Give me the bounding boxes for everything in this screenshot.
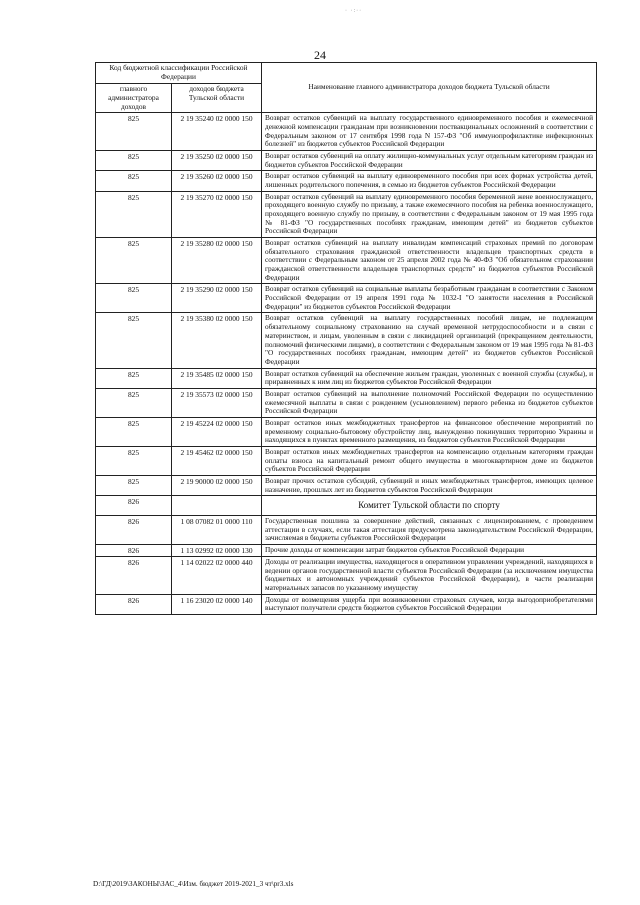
table-row xyxy=(96,594,597,614)
income-name-cell: Возврат остатков субвенций на выполнение полномочий Российской Федерации по осуществлению ежемесячной выплаты в связи с рождением (усыновлением) первого ребенка из бюджетов субъектов Российской Федерации xyxy=(262,388,597,417)
admin-code-cell: 825 xyxy=(96,446,172,475)
admin-code-cell: 825 xyxy=(96,313,172,368)
footer-file-path: D:\ГД\2019\ЗАКОНЫ\ЗАС_4\Изм. бюджет 2019-2021_3 чт\pr3.xls xyxy=(93,880,294,888)
income-code-cell: 2 19 45462 02 0000 150 xyxy=(172,446,262,475)
admin-code-cell: 825 xyxy=(96,113,172,151)
table-row xyxy=(96,151,597,171)
income-code-cell: 2 19 35240 02 0000 150 xyxy=(172,113,262,151)
income-code-cell: 2 19 35380 02 0000 150 xyxy=(172,313,262,368)
table-row xyxy=(96,171,597,191)
table-row xyxy=(96,446,597,475)
income-name-cell: Возврат прочих остатков субсидий, субвенций и иных межбюджетных трансфертов, имеющих целевое назначение, прошлых лет из бюджетов субъектов Российской Федерации xyxy=(262,475,597,495)
admin-code-cell: 826 xyxy=(96,496,172,516)
budget-table xyxy=(95,62,597,615)
admin-code-cell: 825 xyxy=(96,191,172,237)
income-name-cell: Возврат остатков субвенций на социальные выплаты безработным гражданам в соответствии с Законом Российской Федерации от 19 апреля 1991 года № 1032-I "О занятости населения в Российской Федерации" из бюджетов субъектов Российской Федерации xyxy=(262,284,597,313)
income-code-cell: 1 13 02992 02 0000 130 xyxy=(172,544,262,556)
admin-code-cell: 826 xyxy=(96,556,172,594)
table-row xyxy=(96,515,597,544)
admin-code-cell: 825 xyxy=(96,475,172,495)
income-name-cell: Возврат остатков субвенций на выплату единовременного пособия при всех формах устройства детей, лишенных родительского попечения, в семью из бюджетов субъектов Российской Федерации xyxy=(262,171,597,191)
income-code-cell: 2 19 35260 02 0000 150 xyxy=(172,171,262,191)
admin-code-cell: 825 xyxy=(96,368,172,388)
income-name-cell: Возврат остатков субвенций на обеспечение жильем граждан, уволенных с военной службы (службы), и приравненных к ним лиц из бюджетов субъектов Российской Федерации xyxy=(262,368,597,388)
admin-code-cell: 825 xyxy=(96,284,172,313)
table-row xyxy=(96,475,597,495)
admin-code-cell: 825 xyxy=(96,388,172,417)
income-code-cell xyxy=(172,496,262,516)
income-name-cell: Прочие доходы от компенсации затрат бюджетов субъектов Российской Федерации xyxy=(262,544,597,556)
income-code-cell: 2 19 35485 02 0000 150 xyxy=(172,368,262,388)
income-name-cell: Возврат остатков иных межбюджетных трансфертов на компенсацию отдельным категориям граждан оплаты взноса на капитальный ремонт общего имущества в многоквартирном доме из бюджетов субъектов Российской Федерации xyxy=(262,446,597,475)
table-row xyxy=(96,238,597,284)
income-code-cell: 2 19 35290 02 0000 150 xyxy=(172,284,262,313)
scan-mark: · ·:·· xyxy=(345,8,363,14)
admin-code-cell: 825 xyxy=(96,171,172,191)
income-name-cell: Государственная пошлина за совершение действий, связанных с лицензированием, с проведением аттестации в случаях, если такая аттестация предусмотрена законодательством Российской Федерации, зачисляемая в бюджеты субъектов Российской Федерации xyxy=(262,515,597,544)
income-name-cell: Доходы от возмещения ущерба при возникновении страховых случаев, когда выгодоприобретателями выступают получатели средств бюджетов субъектов Российской Федерации xyxy=(262,594,597,614)
income-name-cell: Возврат остатков субвенций на оплату жилищно-коммунальных услуг отдельным категориям граждан из бюджетов субъектов Российской Федерации xyxy=(262,151,597,171)
table-row xyxy=(96,544,597,556)
income-code-cell: 1 08 07082 01 0000 110 xyxy=(172,515,262,544)
income-name-cell: Возврат остатков иных межбюджетных трансфертов на финансовое обеспечение мероприятий по временному социально-бытовому обустройству лиц, вынужденно покинувших территорию Украины и находящихся в пунктах временного размещения, из бюджетов субъектов Российской Федерации xyxy=(262,417,597,446)
income-code-cell: 2 19 35280 02 0000 150 xyxy=(172,238,262,284)
income-code-cell: 1 16 23020 02 0000 140 xyxy=(172,594,262,614)
admin-code-cell: 826 xyxy=(96,594,172,614)
table-row xyxy=(96,556,597,594)
header-income: доходов бюджета Тульской области xyxy=(172,83,262,113)
admin-code-cell: 825 xyxy=(96,238,172,284)
income-name-cell: Доходы от реализации имущества, находящегося в оперативном управлении учреждений, находящихся в ведении органов государственной власти субъектов Российской Федерации (за исключением имущества бюджетных и автономных учреждений субъектов Российской Федерации), в части реализации материальных запасов по указанному имуществу xyxy=(262,556,597,594)
income-name-cell: Комитет Тульской области по спорту xyxy=(262,496,597,516)
table-row xyxy=(96,368,597,388)
table-row xyxy=(96,313,597,368)
table-row xyxy=(96,388,597,417)
table-row xyxy=(96,284,597,313)
income-code-cell: 2 19 90000 02 0000 150 xyxy=(172,475,262,495)
admin-code-cell: 825 xyxy=(96,151,172,171)
table-row xyxy=(96,191,597,237)
income-code-cell: 2 19 45224 02 0000 150 xyxy=(172,417,262,446)
table-row xyxy=(96,417,597,446)
page-number: 24 xyxy=(314,48,326,62)
admin-code-cell: 826 xyxy=(96,544,172,556)
income-code-cell: 2 19 35270 02 0000 150 xyxy=(172,191,262,237)
header-code-group: Код бюджетной классификации Российской Федерации xyxy=(96,63,262,84)
header-name: Наименование главного администратора доходов бюджета Тульской области xyxy=(262,63,597,113)
income-name-cell: Возврат остатков субвенций на выплату государственного единовременного пособия и ежемесячной денежной компенсации гражданам при возникновении поствакцинальных осложнений в соответствии с Федеральным законом от 17 сентября 1998 года N 157-ФЗ "Об иммунопрофилактике инфекционных болезней" из бюджетов субъектов Российской Федерации xyxy=(262,113,597,151)
income-code-cell: 2 19 35573 02 0000 150 xyxy=(172,388,262,417)
section-row xyxy=(96,496,597,516)
income-name-cell: Возврат остатков субвенций на выплату единовременного пособия беременной жене военнослужащего, проходящего военную службу по призыву, а также ежемесячного пособия на ребенка военнослужащего, проходящего военную службу по призыву, в соответствии с Федеральным законом от 19 мая 1995 года № 81-ФЗ "О государственных пособиях гражданам, имеющим детей" из бюджетов субъектов Российской Федерации xyxy=(262,191,597,237)
admin-code-cell: 826 xyxy=(96,515,172,544)
header-admin: главного администратора доходов xyxy=(96,83,172,113)
table-row xyxy=(96,113,597,151)
income-code-cell: 1 14 02022 02 0000 440 xyxy=(172,556,262,594)
income-code-cell: 2 19 35250 02 0000 150 xyxy=(172,151,262,171)
admin-code-cell: 825 xyxy=(96,417,172,446)
income-name-cell: Возврат остатков субвенций на выплату государственных пособий лицам, не подлежащим обязательному социальному страхованию на случай временной нетрудоспособности и в связи с материнством, и лицам, уволенным в связи с ликвидацией организаций (прекращением деятельности, полномочий физическими лицами), в соответствии с Федеральным законом от 19 мая 1995 года № 81-ФЗ "О государственных пособиях гражданам, имеющим детей" из бюджетов субъектов Российской Федерации xyxy=(262,313,597,368)
income-name-cell: Возврат остатков субвенций на выплату инвалидам компенсаций страховых премий по договорам обязательного страхования гражданской ответственности владельцев транспортных средств в соответствии с Федеральным законом от 25 апреля 2002 года № 40-ФЗ "Об обязательном страховании гражданской ответственности владельцев транспортных средств" из бюджетов субъектов Российской Федерации xyxy=(262,238,597,284)
